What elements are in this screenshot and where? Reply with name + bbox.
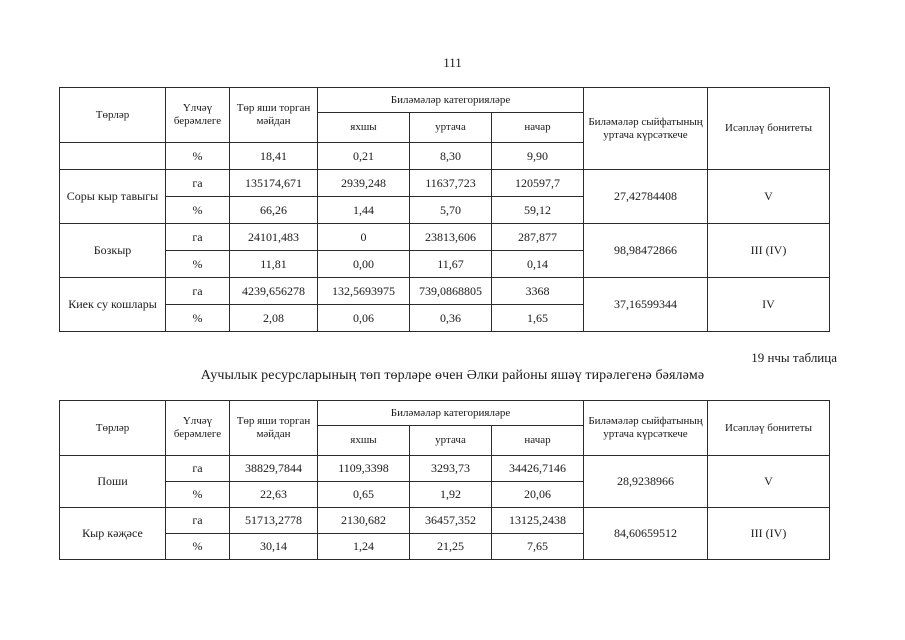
cell-bonitet: III (IV) — [708, 508, 830, 560]
cell-unit: га — [166, 170, 230, 197]
header-good: яхшы — [318, 426, 410, 456]
cell-good: 1,44 — [318, 197, 410, 224]
cell-poor: 0,14 — [492, 251, 584, 278]
header-categories: Биләмәләр категорияләре — [318, 401, 584, 426]
header-unit: Үлчәү берәмлеге — [166, 401, 230, 456]
cell-poor: 20,06 — [492, 482, 584, 508]
cell-medium: 1,92 — [410, 482, 492, 508]
species-name: Кыр кәҗәсе — [60, 508, 166, 560]
cell-avg-quality: 27,42784408 — [584, 170, 708, 224]
cell-good: 0,06 — [318, 305, 410, 332]
table-row — [60, 456, 830, 482]
header-categories: Биләмәләр категорияләре — [318, 88, 584, 113]
cell-poor: 34426,7146 — [492, 456, 584, 482]
cell-good: 0,00 — [318, 251, 410, 278]
cell-poor: 9,90 — [492, 143, 584, 170]
table-title: Аучылык ресурсларының төп төрләре өчен Әлки районы яшәү тирәлегенә бәяләмә — [200, 368, 705, 383]
cell-unit: га — [166, 278, 230, 305]
cell-unit: % — [166, 251, 230, 278]
cell-area: 135174,671 — [230, 170, 318, 197]
species-name: Бозкыр — [60, 224, 166, 278]
cell-unit: га — [166, 456, 230, 482]
cell-area: 38829,7844 — [230, 456, 318, 482]
cell-poor: 287,877 — [492, 224, 584, 251]
habitat-table-continued — [59, 87, 830, 332]
page-number: 111 — [443, 55, 462, 70]
cell-good: 0 — [318, 224, 410, 251]
header-habitat-area: Төр яши торган мәйдан — [230, 88, 318, 143]
cell-area: 66,26 — [230, 197, 318, 224]
cell-good: 0,21 — [318, 143, 410, 170]
header-good: яхшы — [318, 113, 410, 143]
cell-area: 24101,483 — [230, 224, 318, 251]
cell-unit: % — [166, 482, 230, 508]
cell-medium: 23813,606 — [410, 224, 492, 251]
table-number: 19 нчы таблица — [751, 350, 837, 365]
cell-unit: га — [166, 508, 230, 534]
table-row — [60, 508, 830, 534]
cell-area: 22,63 — [230, 482, 318, 508]
cell-unit: % — [166, 534, 230, 560]
species-name: Соры кыр тавыгы — [60, 170, 166, 224]
cell-empty — [60, 143, 166, 170]
species-name: Поши — [60, 456, 166, 508]
cell-area: 2,08 — [230, 305, 318, 332]
cell-good: 0,65 — [318, 482, 410, 508]
cell-unit: % — [166, 305, 230, 332]
cell-poor: 1,65 — [492, 305, 584, 332]
cell-poor: 59,12 — [492, 197, 584, 224]
cell-good: 2130,682 — [318, 508, 410, 534]
cell-area: 18,41 — [230, 143, 318, 170]
header-row — [60, 88, 830, 113]
cell-good: 2939,248 — [318, 170, 410, 197]
header-medium: уртача — [410, 426, 492, 456]
header-unit: Үлчәү берәмлеге — [166, 88, 230, 143]
header-bonitet: Исәпләү бонитеты — [708, 401, 830, 456]
cell-bonitet: IV — [708, 278, 830, 332]
cell-poor: 3368 — [492, 278, 584, 305]
header-habitat-area: Төр яши торган мәйдан — [230, 401, 318, 456]
cell-area: 30,14 — [230, 534, 318, 560]
cell-avg-quality: 84,60659512 — [584, 508, 708, 560]
cell-medium: 11637,723 — [410, 170, 492, 197]
cell-area: 4239,656278 — [230, 278, 318, 305]
cell-unit: га — [166, 224, 230, 251]
cell-unit: % — [166, 143, 230, 170]
header-medium: уртача — [410, 113, 492, 143]
cell-medium: 0,36 — [410, 305, 492, 332]
habitat-assessment-table — [59, 400, 830, 560]
cell-good: 132,5693975 — [318, 278, 410, 305]
cell-area: 11,81 — [230, 251, 318, 278]
table-row — [60, 278, 830, 305]
header-avg-quality: Биләмәләр сыйфатының уртача күрсәткече — [584, 401, 708, 456]
cell-poor: 13125,2438 — [492, 508, 584, 534]
header-species: Төрләр — [60, 401, 166, 456]
cell-avg-quality: 98,98472866 — [584, 224, 708, 278]
cell-area: 51713,2778 — [230, 508, 318, 534]
header-species: Төрләр — [60, 88, 166, 143]
header-bonitet: Исәпләү бонитеты — [708, 88, 830, 170]
cell-bonitet: III (IV) — [708, 224, 830, 278]
cell-good: 1,24 — [318, 534, 410, 560]
species-name: Киек су кошлары — [60, 278, 166, 332]
cell-medium: 8,30 — [410, 143, 492, 170]
cell-bonitet: V — [708, 456, 830, 508]
table-row — [60, 224, 830, 251]
cell-medium: 11,67 — [410, 251, 492, 278]
cell-medium: 3293,73 — [410, 456, 492, 482]
cell-medium: 36457,352 — [410, 508, 492, 534]
header-avg-quality: Биләмәләр сыйфатының уртача күрсәткече — [584, 88, 708, 170]
cell-medium: 21,25 — [410, 534, 492, 560]
cell-poor: 7,65 — [492, 534, 584, 560]
cell-unit: % — [166, 197, 230, 224]
header-row — [60, 401, 830, 426]
table-row — [60, 170, 830, 197]
cell-bonitet: V — [708, 170, 830, 224]
cell-avg-quality: 37,16599344 — [584, 278, 708, 332]
header-poor: начар — [492, 113, 584, 143]
cell-good: 1109,3398 — [318, 456, 410, 482]
cell-medium: 5,70 — [410, 197, 492, 224]
cell-poor: 120597,7 — [492, 170, 584, 197]
cell-avg-quality: 28,9238966 — [584, 456, 708, 508]
header-poor: начар — [492, 426, 584, 456]
cell-medium: 739,0868805 — [410, 278, 492, 305]
